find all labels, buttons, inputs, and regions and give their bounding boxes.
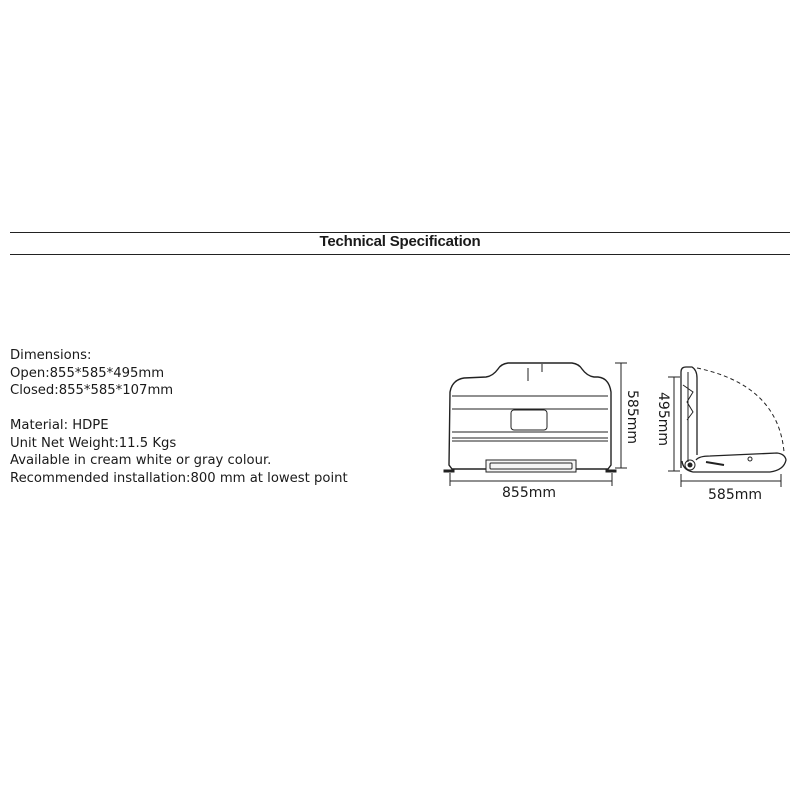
side-view-drawing xyxy=(668,367,786,487)
front-height-label: 585mm xyxy=(624,390,640,444)
front-width-label: 855mm xyxy=(502,485,556,501)
side-height-label: 495mm xyxy=(655,392,671,446)
open-dimensions: Open:855*585*495mm xyxy=(10,365,165,381)
installation-spec: Recommended installation:800 mm at lowest point xyxy=(10,470,348,486)
front-view-drawing xyxy=(444,363,627,486)
side-depth-label: 585mm xyxy=(708,487,762,503)
colour-spec: Available in cream white or gray colour. xyxy=(10,453,272,468)
closed-dimensions: Closed:855*585*107mm xyxy=(10,383,174,398)
weight-spec: Unit Net Weight:11.5 Kgs xyxy=(10,435,177,451)
dimensions-heading: Dimensions: xyxy=(10,348,92,363)
section-title: Technical Specification xyxy=(319,233,481,250)
material-spec: Material: HDPE xyxy=(10,418,109,433)
